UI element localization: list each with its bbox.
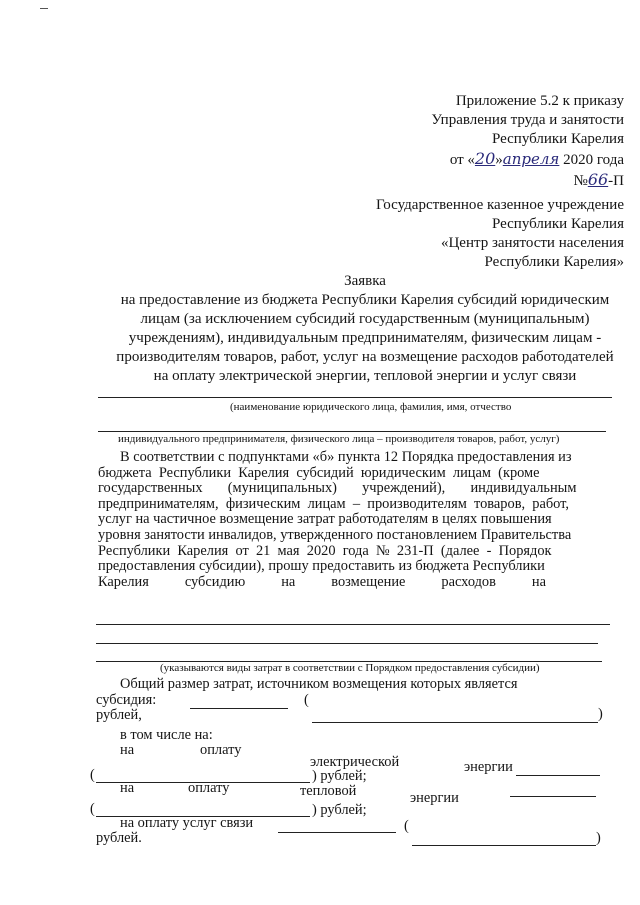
body-line-8: предоставления субсидии), прошу предоставить из бюджета Республики	[98, 558, 545, 575]
title-heading: Заявка	[344, 273, 386, 289]
elec-word-2: оплату	[200, 742, 242, 758]
body-line-9: Карелия субсидию на возмещение расходов на	[98, 573, 546, 590]
recipient-line-1: Государственное казенное учреждение	[375, 197, 624, 213]
expense-field-2[interactable]	[96, 643, 598, 644]
title-line-1: на предоставление из бюджета Республики Карелия субсидий юридическим	[120, 292, 610, 308]
heat-word-2: оплату	[188, 780, 230, 796]
heat-amount-field[interactable]	[510, 796, 596, 797]
caption-applicant-1: (наименование юридического лица, фамилия, имя, отчество	[230, 401, 512, 413]
appendix-line-3: Республики Карелия	[491, 131, 624, 147]
comm-label: на оплату услуг связи	[120, 815, 254, 831]
total-rubles: рублей,	[96, 707, 142, 723]
electricity-amount-field[interactable]	[516, 775, 600, 776]
applicant-name-field-2[interactable]	[98, 431, 606, 432]
comm-amount-field[interactable]	[278, 832, 396, 833]
total-paren-open: (	[304, 692, 309, 708]
comm-paren-close: )	[596, 830, 601, 846]
caption-applicant-2: индивидуального предпринимателя, физического лица – производителя товаров, работ, услуг)	[118, 433, 560, 445]
handwritten-month: апреля	[502, 150, 560, 168]
body-line-7: Республики Карелия от 21 мая 2020 года № 231-П (далее - Порядок	[98, 542, 552, 559]
total-amount-field[interactable]	[190, 708, 288, 709]
heat-word-1: на	[120, 780, 135, 796]
scan-mark	[40, 8, 48, 9]
title-line-5: на оплату электрической энергии, тепловой энергии и услуг связи	[153, 368, 577, 384]
breakdown-including: в том числе на:	[120, 727, 213, 743]
title-line-4: производителям товаров, работ, услуг на возмещение расходов работодателей	[116, 349, 614, 365]
comm-paren-open: (	[404, 818, 409, 834]
recipient-line-3: «Центр занятости населения	[440, 235, 624, 251]
appendix-date: от «20»апреля 2020 года	[449, 149, 624, 168]
heat-word-4: энергии	[410, 790, 459, 806]
body-line-3: государственных (муниципальных) учреждений), индивидуальным	[98, 480, 577, 497]
elec-word-4: энергии	[464, 759, 513, 775]
elec-word-3: электрической	[310, 754, 400, 770]
expense-field-1[interactable]	[96, 624, 610, 625]
comm-words-field[interactable]	[412, 845, 596, 846]
title-line-3: учреждениям), индивидуальным предпринимателям, физическим лицам -	[128, 330, 602, 346]
applicant-name-field[interactable]	[98, 397, 612, 398]
recipient-line-2: Республики Карелия	[491, 216, 624, 232]
appendix-line-1: Приложение 5.2 к приказу	[455, 93, 624, 109]
handwritten-day: 20	[474, 149, 496, 168]
title-line-2: лицам (за исключением субсидий государственным (муниципальным)	[140, 311, 590, 327]
caption-expense-types: (указываются виды затрат в соответствии с Порядком предоставления субсидии)	[160, 662, 540, 674]
comm-rubles: рублей.	[96, 830, 142, 846]
total-line-1: Общий размер затрат, источником возмещения которых является	[120, 676, 518, 692]
elec-paren-open: (	[90, 767, 95, 783]
body-line-1: В соответствии с подпунктами «б» пункта 12 Порядка предоставления из	[120, 449, 572, 465]
total-paren-close: )	[598, 706, 603, 722]
application-title	[100, 272, 630, 386]
body-line-4: предпринимателям, физическим лицам – производителям товаров, работ,	[98, 495, 569, 512]
body-line-5: услуг на частичное возмещение затрат работодателям в целях повышения	[98, 511, 552, 528]
appendix-number: №66-П	[573, 170, 624, 189]
body-line-6: уровня занятости инвалидов, утвержденного постановлением Правительства	[98, 526, 572, 543]
appendix-line-2: Управления труда и занятости	[431, 112, 624, 128]
total-label: субсидия:	[96, 692, 157, 708]
appendix-block	[431, 92, 624, 191]
body-line-2: бюджета Республики Карелия субсидий юридическим лицам (кроме	[98, 464, 540, 481]
heat-rubles: ) рублей;	[312, 802, 367, 818]
heat-paren-open: (	[90, 801, 95, 817]
handwritten-number: 66	[587, 170, 609, 189]
elec-word-1: на	[120, 742, 135, 758]
body-paragraph	[98, 450, 610, 590]
total-amount-words-field[interactable]	[312, 722, 598, 723]
heat-word-3: тепловой	[300, 783, 357, 799]
recipient-line-4: Республики Карелия»	[484, 254, 624, 270]
recipient-block	[376, 196, 624, 272]
elec-rubles: ) рублей;	[312, 768, 367, 784]
